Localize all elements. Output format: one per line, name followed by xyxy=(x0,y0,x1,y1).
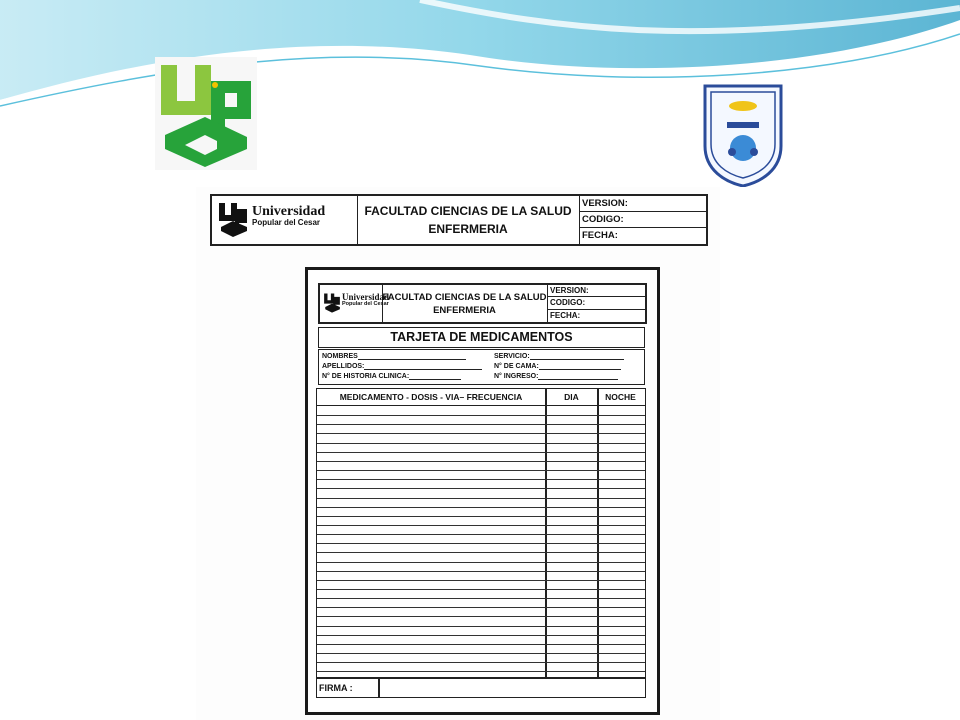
university-line2: Popular del Cesar xyxy=(252,218,321,227)
table-row-line xyxy=(317,415,645,416)
servicio-row xyxy=(494,352,624,360)
table-row-line xyxy=(317,671,645,672)
upc-mini-logo xyxy=(217,201,249,237)
table-row-line xyxy=(317,470,645,471)
table-row-line xyxy=(317,534,645,535)
card-title: TARJETA DE MEDICAMENTOS xyxy=(318,327,645,348)
programa-enfermeria-seal xyxy=(697,80,789,187)
form-header xyxy=(210,194,708,246)
upc-logo xyxy=(155,57,257,170)
university-name xyxy=(252,205,325,227)
ingreso-row xyxy=(494,372,618,380)
university-line1: Universidad xyxy=(342,292,390,302)
codigo-field: CODIGO: xyxy=(547,297,645,309)
table-row-line xyxy=(317,589,645,590)
table-row-line xyxy=(317,562,645,563)
table-row-line xyxy=(317,607,645,608)
faculty-cell xyxy=(357,196,580,244)
university-line2: Popular del Cesar xyxy=(342,301,389,307)
firma-divider xyxy=(378,677,380,697)
firma-label: FIRMA : xyxy=(319,683,353,693)
nombres-label: NOMBRES xyxy=(322,353,358,360)
table-row-line xyxy=(317,580,645,581)
fecha-field: FECHA: xyxy=(550,311,581,321)
program-name: ENFERMERIA xyxy=(433,304,496,316)
cama-line[interactable] xyxy=(539,362,621,370)
table-row-line xyxy=(317,653,645,654)
form-header-logo-cell xyxy=(212,196,358,244)
card-header-logo-cell xyxy=(320,285,390,322)
col-noche: NOCHE xyxy=(605,392,636,402)
table-row-line xyxy=(317,598,645,599)
table-row-line xyxy=(317,452,645,453)
historia-line[interactable] xyxy=(409,372,461,380)
col-dia: DIA xyxy=(564,392,579,402)
historia-label: N° DE HISTORIA CLINICA: xyxy=(322,373,410,380)
cama-label: N° DE CAMA: xyxy=(494,363,539,370)
table-row-line xyxy=(317,626,645,627)
ingreso-label: N° INGRESO: xyxy=(494,373,539,380)
servicio-label: SERVICIO: xyxy=(494,353,530,360)
faculty-name: FACULTAD CIENCIAS DE LA SALUD xyxy=(382,291,547,303)
header-wave-decoration xyxy=(0,0,960,120)
fecha-field: FECHA: xyxy=(582,230,618,242)
servicio-line[interactable] xyxy=(530,352,624,360)
version-field: VERSION: xyxy=(579,196,706,212)
meta-cell xyxy=(579,196,706,244)
table-row-line xyxy=(317,433,645,434)
table-row-line xyxy=(317,498,645,499)
table-row-line xyxy=(317,461,645,462)
program-name: ENFERMERIA xyxy=(428,222,508,236)
table-row-line xyxy=(317,525,645,526)
apellidos-label: APELLIDOS: xyxy=(322,363,365,370)
ingreso-line[interactable] xyxy=(538,372,618,380)
apellidos-row xyxy=(322,362,482,370)
nombres-line[interactable] xyxy=(358,352,466,360)
firma-row-divider xyxy=(317,677,645,679)
medication-table xyxy=(316,388,646,698)
nombres-row xyxy=(322,352,466,360)
table-row-line xyxy=(317,543,645,544)
table-row-line xyxy=(317,479,645,480)
table-row-line xyxy=(317,443,645,444)
col-medicamento: MEDICAMENTO - DOSIS - VIA– FRECUENCIA xyxy=(339,392,523,402)
faculty-cell xyxy=(382,285,548,322)
table-row-line xyxy=(317,662,645,663)
faculty-name: FACULTAD CIENCIAS DE LA SALUD xyxy=(364,204,572,218)
university-line1: Universidad xyxy=(252,204,326,219)
meta-cell xyxy=(547,285,645,322)
historia-row xyxy=(322,372,461,380)
patient-info-box xyxy=(318,349,645,385)
table-header xyxy=(317,389,645,406)
cama-row xyxy=(494,362,621,370)
table-row-line xyxy=(317,507,645,508)
table-row-line xyxy=(317,488,645,489)
table-row-line xyxy=(317,424,645,425)
apellidos-line[interactable] xyxy=(364,362,482,370)
version-field: VERSION: xyxy=(547,285,645,297)
table-row-line xyxy=(317,644,645,645)
table-row-line xyxy=(317,571,645,572)
codigo-field: CODIGO: xyxy=(579,212,706,228)
card-header xyxy=(318,283,647,324)
table-row-line xyxy=(317,616,645,617)
table-row-line xyxy=(317,552,645,553)
upc-mini-logo xyxy=(323,288,341,317)
table-row-line xyxy=(317,635,645,636)
table-row-line xyxy=(317,516,645,517)
